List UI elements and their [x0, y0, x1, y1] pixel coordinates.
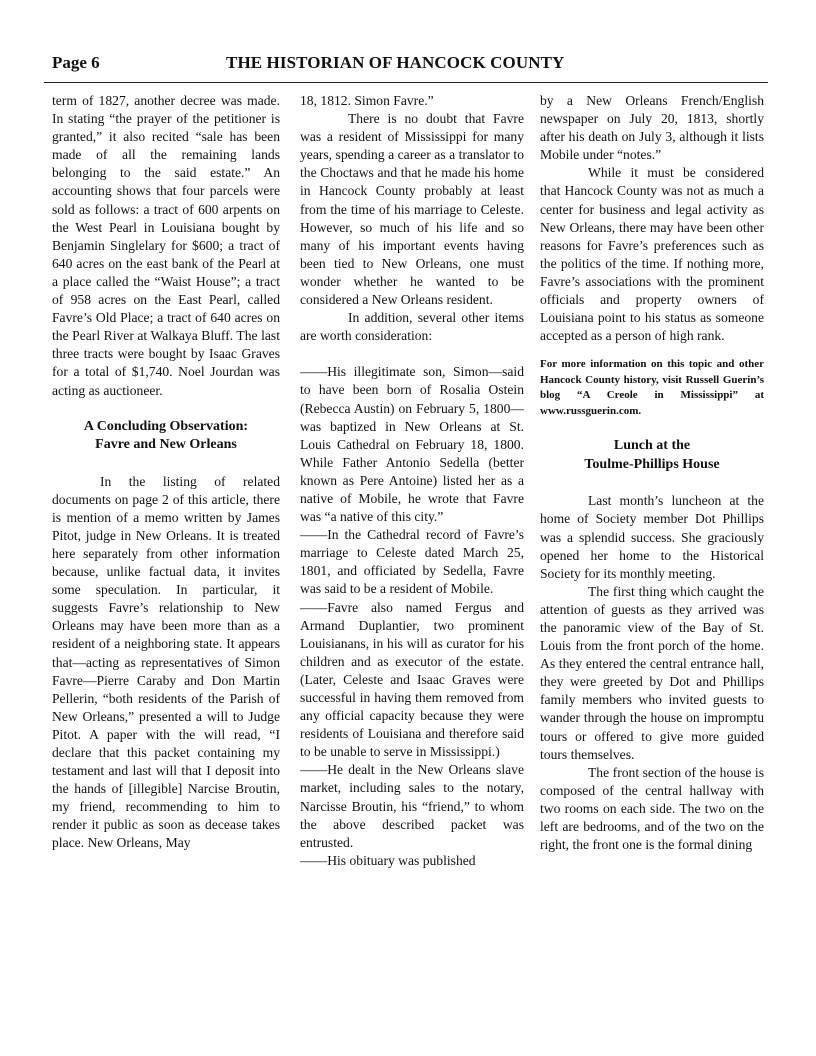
paragraph: In addition, several other items are worth consideration: [300, 310, 524, 344]
column-1 [52, 92, 280, 853]
paragraph: term of 1827, another decree was made. In stating “the prayer of the petitioner is granted,” it also recited “sale has been made of all the remaining lands belonging to the said estate.” An accounting shows that four parcels were sold as follows: a tract of 600 arpents on the West Pearl in Louisiana bought by Benjamin Singlelary for $600; a tract of 640 acres on the east bank of the Pearl at a place called the “Waist House”; a tract of 958 acres on the East Pearl, called Favre’s Old Place; a tract of 640 acres on the Pearl River at Walkaya Bluff. The last three tracts were bought by Isaac Graves for a total of $1,740. Noel Jourdan was acting as auctioneer. [52, 93, 280, 398]
column-2 [300, 92, 524, 870]
paragraph: 18, 1812. Simon Favre.” [300, 93, 434, 108]
list-item: ——In the Cathedral record of Favre’s marriage to Celeste dated March 25, 1801, and officiated by Sedella, Favre was said to be a resident of Mobile. [300, 527, 524, 597]
paragraph: Last month’s luncheon at the home of Society member Dot Phillips was a splendid success. She graciously opened her home to the Historical Society for its monthly meeting. [540, 493, 764, 581]
paragraph: by a New Orleans French/English newspaper on July 20, 1813, shortly after his death on July 3, although it lists Mobile under “notes.” [540, 93, 764, 163]
header-rule [44, 82, 768, 83]
column-3 [540, 92, 764, 854]
paragraph: While it must be considered that Hancock County was not as much a center for business and legal activity as New Orleans, there may have been other reasons for Favre’s preferences such as the politics of the time. If nothing more, Favre’s associations with the prominent officials and property owners of Louisiana point to his status as someone accepted as a person of high rank. [540, 165, 764, 344]
publication-title: THE HISTORIAN OF HANCOCK COUNTY [226, 53, 565, 72]
section-heading-lunch: Lunch at the Toulme-Phillips House [584, 438, 720, 472]
page-header [52, 50, 768, 76]
list-item: ——He dealt in the New Orleans slave market, including sales to the notary, Narcisse Broutin, his “friend,” to whom the above described packet was entrusted. [300, 762, 524, 850]
paragraph: There is no doubt that Favre was a resident of Mississippi for many years, spending a career as a translator to the Choctaws and that he made his home in Hancock County probably at least from the time of his marriage to Celeste. However, so much of his life and so many of his important events having been tied to New Orleans, one must wonder whether he wanted to be considered a New Orleans resident. [300, 111, 524, 308]
paragraph: The first thing which caught the attention of guests as they arrived was the panoramic view of the Bay of St. Louis from the front porch of the home. As they entered the central entrance hall, they were greeted by Dot and Phillips family members who invited guests to wander through the house on impromptu tours or offered to give more guided tours themselves. [540, 583, 764, 762]
paragraph: The front section of the house is composed of the central hallway with two rooms on each side. The two on the left are bedrooms, and of the two on the right, the front one is the formal dining [540, 764, 764, 853]
paragraph: In the listing of related documents on page 2 of this article, there is mention of a memo written by James Pitot, judge in New Orleans. It is treated here separately from other information because, unlike factual data, it invites some speculation. In particular, it suggests Favre’s relationship to New Orleans may have been more than as a resident of a neighboring state. It appears that—acting as representatives of Simon Favre—Pierre Caraby and Don Martin Pellerin, “both residents of the Parish of New Orleans,” presented a will to Judge Pitot. A paper with the will read, “I declare that this packet containing my testament and last will that I deposit into the hands of [illegible] Narcise Broutin, my friend, recommending to him to render it public as soon as decease takes place. New Orleans, May [52, 473, 280, 851]
blog-note: For more information on this topic and other Hancock County history, visit Russell Guerin’s blog “A Creole in Mississippi” at www.russguerin.com. [540, 358, 764, 417]
list-item: ——Favre also named Fergus and Armand Duplantier, two prominent Louisianans, in his will as curator for his children and as executor of the estate. (Later, Celeste and Isaac Graves were successful in having them removed from any official capacity because they were residents of Louisiana and therefore said to be unable to serve in Mississippi.) [300, 599, 524, 760]
section-heading-favre-new-orleans: A Concluding Observation: Favre and New Orleans [83, 418, 249, 453]
list-item: ——His illegitimate son, Simon—said to have been born of Rosalia Ostein (Rebecca Austin) on February 5, 1800—was baptized in New Orleans at St. Louis Cathedral on February 18, 1800. While Father Antonio Sedella (better known as Pere Antoine) listed her as a native of Mobile, he wrote that Favre was “a native of this city.” [300, 364, 524, 525]
list-item: ——His obituary was published [300, 852, 476, 868]
page-number: Page 6 [52, 53, 100, 72]
